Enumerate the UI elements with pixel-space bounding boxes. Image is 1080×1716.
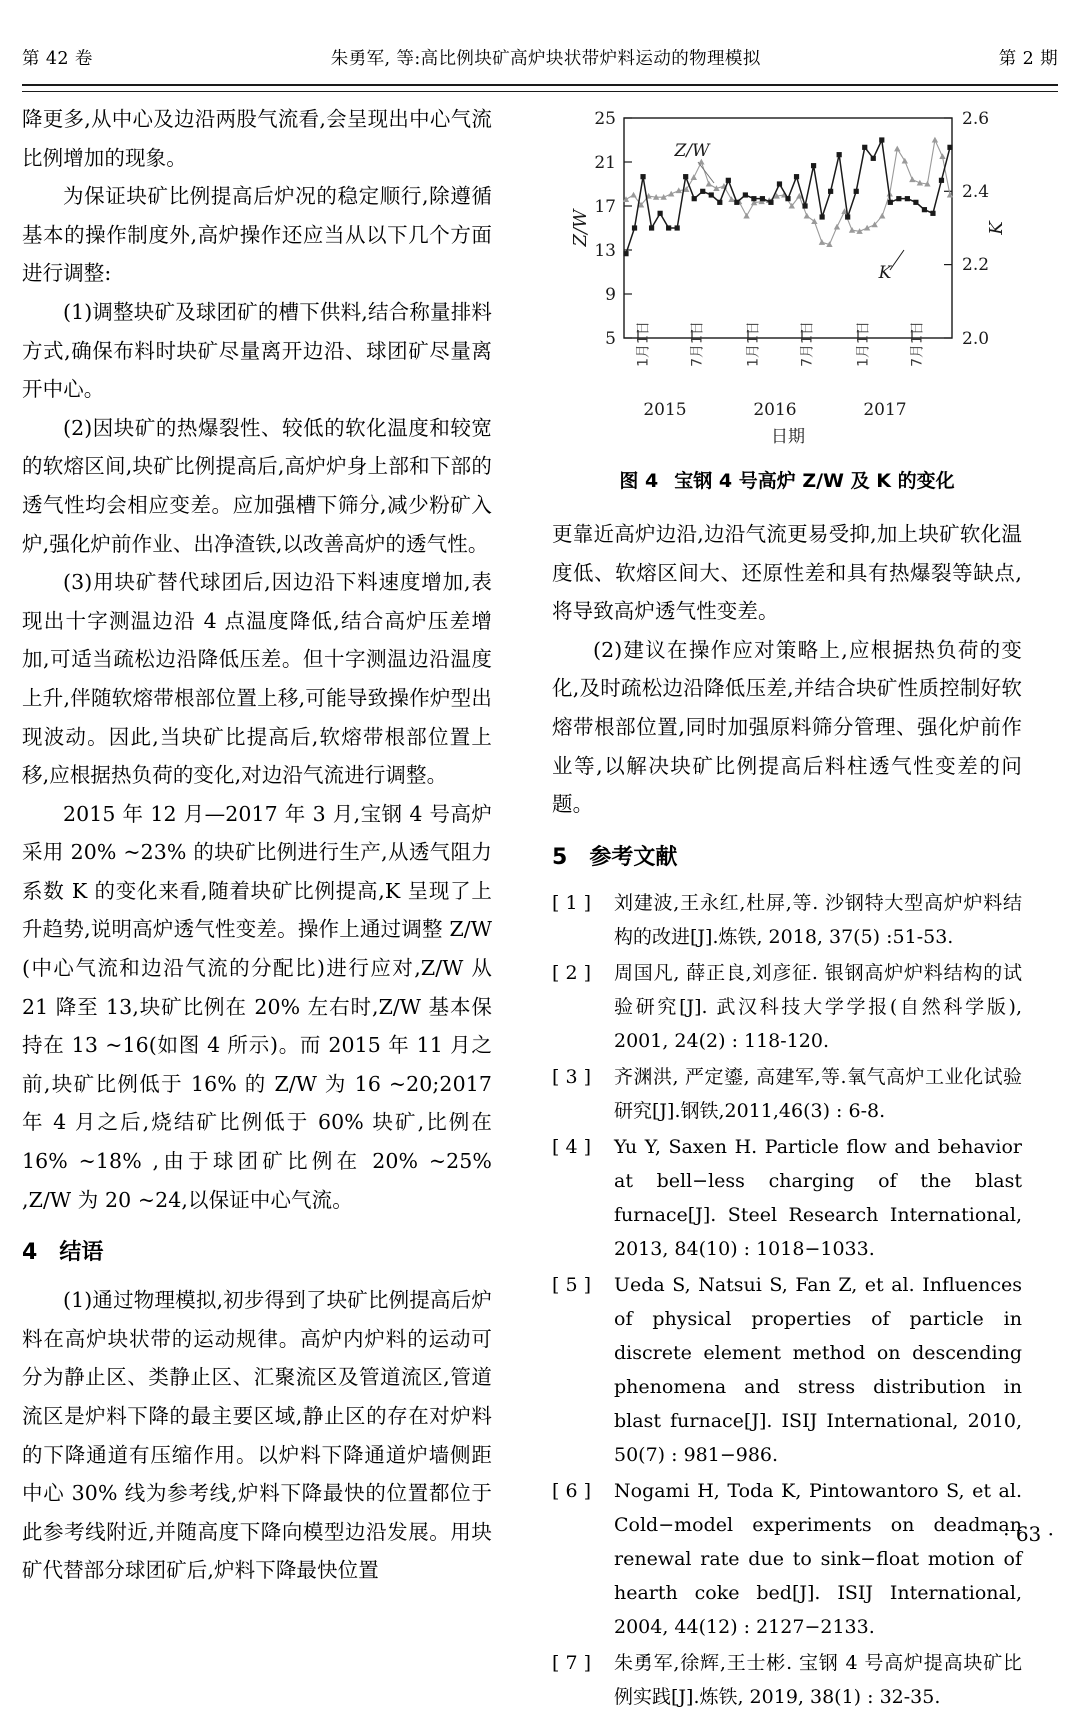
left-column — [22, 100, 492, 1590]
data-point-K — [828, 189, 833, 194]
data-point-K — [785, 196, 790, 201]
reference-text: Nogami H, Toda K, Pintowantoro S, et al. Cold−model experiments on deadman renewal rate due to sink−float motion of hearth coke bed[J]. ISIJ International, 2004, 44(12) : 2127−2133. — [614, 1479, 1022, 1638]
data-point-K — [820, 214, 825, 219]
data-point-K — [700, 189, 705, 194]
data-point-K — [692, 196, 697, 201]
data-point-K — [896, 196, 901, 201]
data-point-K — [623, 251, 628, 256]
reference-text: 刘建波,王永红,杜屏,等. 沙钢特大型高炉炉料结构的改进[J].炼铁, 2018, 37(5) :51-53. — [614, 891, 1022, 948]
year-0: 2015 — [643, 400, 687, 420]
right-column — [552, 100, 1022, 1716]
left-axis-tick-labels — [594, 109, 616, 349]
figure-caption-text: 宝钢 4 号高炉 Z/W 及 K 的变化 — [674, 470, 955, 492]
annotation-zw: Z/W — [674, 141, 710, 161]
x-axis-year-labels — [643, 400, 906, 420]
reference-item — [552, 956, 1022, 1058]
paragraph: 为保证块矿比例提高后炉况的稳定顺行,除遵循基本的操作制度外,高炉操作还应当从以下几个方面进行调整: — [22, 184, 492, 286]
section-heading-4 — [22, 1233, 492, 1273]
data-point-K — [666, 225, 671, 230]
xtick-4: 1月1日 — [855, 321, 872, 367]
paragraph-item-3: (3)用块矿替代球团后,因边沿下料速度增加,表现出十字测温边沿 4 点温度降低,结合高炉压差增加,可适当疏松边沿降低压差。但十字测温边沿温度上升,伴随软熔带根部位置上移,可能导致操作炉型出现波动。因此,当块矿比提高后,软熔带根部位置上移,应根据热负荷的变化,对边沿气流进行调整。 — [22, 570, 492, 788]
xtick-1: 7月1日 — [689, 321, 706, 367]
reference-text: Ueda S, Natsui S, Fan Z, et al. Influences of physical properties of particle in discrete element method on descending phenomena and stress distribution in blast furnace[J]. ISIJ International, 2010, 50(7) : 981−986. — [614, 1273, 1022, 1466]
section-heading-5 — [552, 838, 1022, 878]
data-point-K — [811, 163, 816, 168]
y2tick-0: 2.6 — [962, 109, 990, 129]
reference-item — [552, 886, 1022, 954]
annotation-k: K — [878, 263, 892, 283]
data-point-K — [726, 178, 731, 183]
reference-item — [552, 1646, 1022, 1714]
reference-text: Yu Y, Saxen H. Particle flow and behavior at bell−less charging of the blast furnace[J]. Steel Research International, 2013, 84(10) : 1018−1033. — [614, 1135, 1022, 1260]
reference-item — [552, 1474, 1022, 1644]
data-point-K — [862, 145, 867, 150]
reference-list — [552, 886, 1022, 1714]
reference-item — [552, 1130, 1022, 1266]
ytick-5: 5 — [605, 329, 616, 349]
data-point-K — [922, 207, 927, 212]
running-head — [22, 40, 1058, 74]
paragraph-item-2: (2)因块矿的热爆裂性、较低的软化温度和较宽的软熔区间,块矿比例提高后,高炉炉身上部和下部的透气性均会相应变差。应加强槽下筛分,减少粉矿入炉,强化炉前作业、出净渣铁,以改善高炉的透气性。 — [22, 415, 492, 556]
data-point-K — [658, 211, 663, 216]
ytick-1: 21 — [594, 153, 616, 173]
paragraph-continued: 降更多,从中心及边沿两股气流看,会呈现出中心气流比例增加的现象。 — [22, 107, 492, 170]
conclusion-item-1: (1)通过物理模拟,初步得到了块矿比例提高后炉料在高炉块状带的运动规律。高炉内炉料的运动可分为静止区、类静止区、汇聚流区及管道流区,管道流区是炉料下降的最主要区域,静止区的存在对炉料的下降通道有压缩作用。以炉料下降通道炉墙侧距中心 30% 线为参考线,炉料下降最快的位置都位于此参考线附近,并随高度下降向模型边沿发展。用块矿代替部分球团矿后,炉料下降最快位置 — [22, 1288, 492, 1583]
ytick-0: 25 — [594, 109, 616, 129]
data-point-K — [854, 189, 859, 194]
reference-text: 齐渊洪, 严定鎏, 高建军,等.氧气高炉工业化试验研究[J].钢铁,2011,46(3) : 6-8. — [614, 1065, 1022, 1122]
header-divider — [22, 84, 1058, 92]
data-point-K — [734, 200, 739, 205]
references-section-number: 5 — [552, 844, 568, 870]
reference-text: 朱勇军,徐辉,王士彬. 宝钢 4 号高炉提高块矿比例实践[J].炼铁, 2019, 38(1) : 32-35. — [614, 1651, 1022, 1708]
xtick-0: 1月1日 — [635, 321, 652, 367]
reference-number: [ 4 ] — [552, 1135, 591, 1158]
data-point-K — [709, 192, 714, 197]
right-axis-title: K — [986, 221, 1007, 235]
data-point-K — [879, 137, 884, 142]
data-point-K — [751, 196, 756, 201]
year-2: 2017 — [863, 400, 907, 420]
data-point-K — [905, 196, 910, 201]
data-point-K — [947, 145, 952, 150]
y2tick-2: 2.2 — [962, 255, 990, 275]
conclusion-item-2: (2)建议在操作应对策略上,应根据热负荷的变化,及时疏松边沿降低压差,并结合块矿性质控制好软熔带根部位置,同时加强原料筛分管理、强化炉前作业等,以解决块矿比例提高后料柱透气性变差的问题。 — [552, 637, 1022, 817]
data-point-K — [649, 225, 654, 230]
figure-number: 图 4 — [619, 470, 659, 492]
reference-number: [ 2 ] — [552, 961, 591, 984]
data-point-K — [888, 200, 893, 205]
data-point-K — [717, 200, 722, 205]
section-number: 4 — [22, 1240, 38, 1266]
reference-number: [ 6 ] — [552, 1479, 591, 1502]
data-point-K — [913, 200, 918, 205]
data-point-K — [845, 214, 850, 219]
data-point-K — [743, 192, 748, 197]
volume-label: 第 42 卷 — [22, 48, 93, 69]
reference-text: 周国凡, 薛正良,刘彦征. 银钢高炉炉料结构的试验研究[J]. 武汉科技大学学报(自然科学版), 2001, 24(2) : 118-120. — [614, 961, 1022, 1052]
data-point-K — [794, 174, 799, 179]
data-point-K — [640, 174, 645, 179]
data-point-K — [930, 211, 935, 216]
data-point-K — [632, 225, 637, 230]
data-point-K — [777, 181, 782, 186]
data-point-K — [939, 178, 944, 183]
x-axis-title: 日期 — [771, 427, 805, 447]
reference-item — [552, 1060, 1022, 1128]
running-title: 朱勇军, 等:高比例块矿高炉块状带炉料运动的物理模拟 — [330, 48, 761, 69]
data-point-K — [683, 174, 688, 179]
reference-number: [ 5 ] — [552, 1273, 591, 1296]
chart-container — [552, 100, 1022, 450]
reference-number: [ 3 ] — [552, 1065, 591, 1088]
paragraph-continued-right: 更靠近高炉边沿,边沿气流更易受抑,加上块矿软化温度低、软熔区间大、还原性差和具有热爆裂等缺点,将导致高炉透气性变差。 — [552, 522, 1022, 624]
figure-caption — [552, 466, 1022, 493]
ytick-4: 9 — [605, 285, 616, 305]
data-point-K — [760, 196, 765, 201]
ytick-2: 17 — [594, 197, 616, 217]
reference-item — [552, 1268, 1022, 1472]
year-1: 2016 — [753, 400, 797, 420]
ytick-3: 13 — [594, 241, 616, 261]
data-point-K — [837, 152, 842, 157]
left-axis-title: Z/W — [570, 209, 591, 247]
xtick-5: 7月1日 — [909, 321, 926, 367]
section-title: 结语 — [59, 1240, 104, 1266]
issue-label: 第 2 期 — [998, 48, 1058, 69]
xtick-2: 1月1日 — [745, 321, 762, 367]
xtick-3: 7月1日 — [799, 321, 816, 367]
data-point-K — [802, 203, 807, 208]
paragraph-item-1: (1)调整块矿及球团矿的槽下供料,结合称量排料方式,确保布料时块矿尽量离开边沿、球团矿尽量离开中心。 — [22, 299, 492, 402]
figure-4 — [552, 100, 1022, 493]
y2tick-3: 2.0 — [962, 329, 990, 349]
data-point-K — [871, 156, 876, 161]
y2tick-1: 2.4 — [962, 182, 990, 202]
data-point-K — [768, 200, 773, 205]
paragraph-production-data: 2015 年 12 月—2017 年 3 月,宝钢 4 号高炉采用 20% ~23% 的块矿比例进行生产,从透气阻力系数 K 的变化来看,随着块矿比例提高,K 呈现了上升趋势,说明高炉透气性变差。操作上通过调整 Z/W (中心气流和边沿气流的分配比)进行应对,Z/W 从 21 降至 13,块矿比例在 20% 左右时,Z/W 基本保持在 13 ~16(如图 4 所示)。而 2015 年 11 月之前,块矿比例低于 16% 的 Z/W 为 16 ~20;2017 年 4 月之后,烧结矿比例低于 60% 块矿,比例在 16% ~18% ,由于球团矿比例在 20% ~25% ,Z/W 为 20 ~24,以保证中心气流。 — [22, 801, 492, 1212]
page-number: · 63 · — [1003, 1522, 1054, 1546]
reference-number: [ 7 ] — [552, 1651, 591, 1674]
data-point-K — [675, 225, 680, 230]
reference-number: [ 1 ] — [552, 891, 591, 914]
right-axis-tick-labels — [962, 109, 989, 349]
zw-k-line-chart — [552, 100, 1022, 450]
references-section-title: 参考文献 — [589, 844, 678, 870]
